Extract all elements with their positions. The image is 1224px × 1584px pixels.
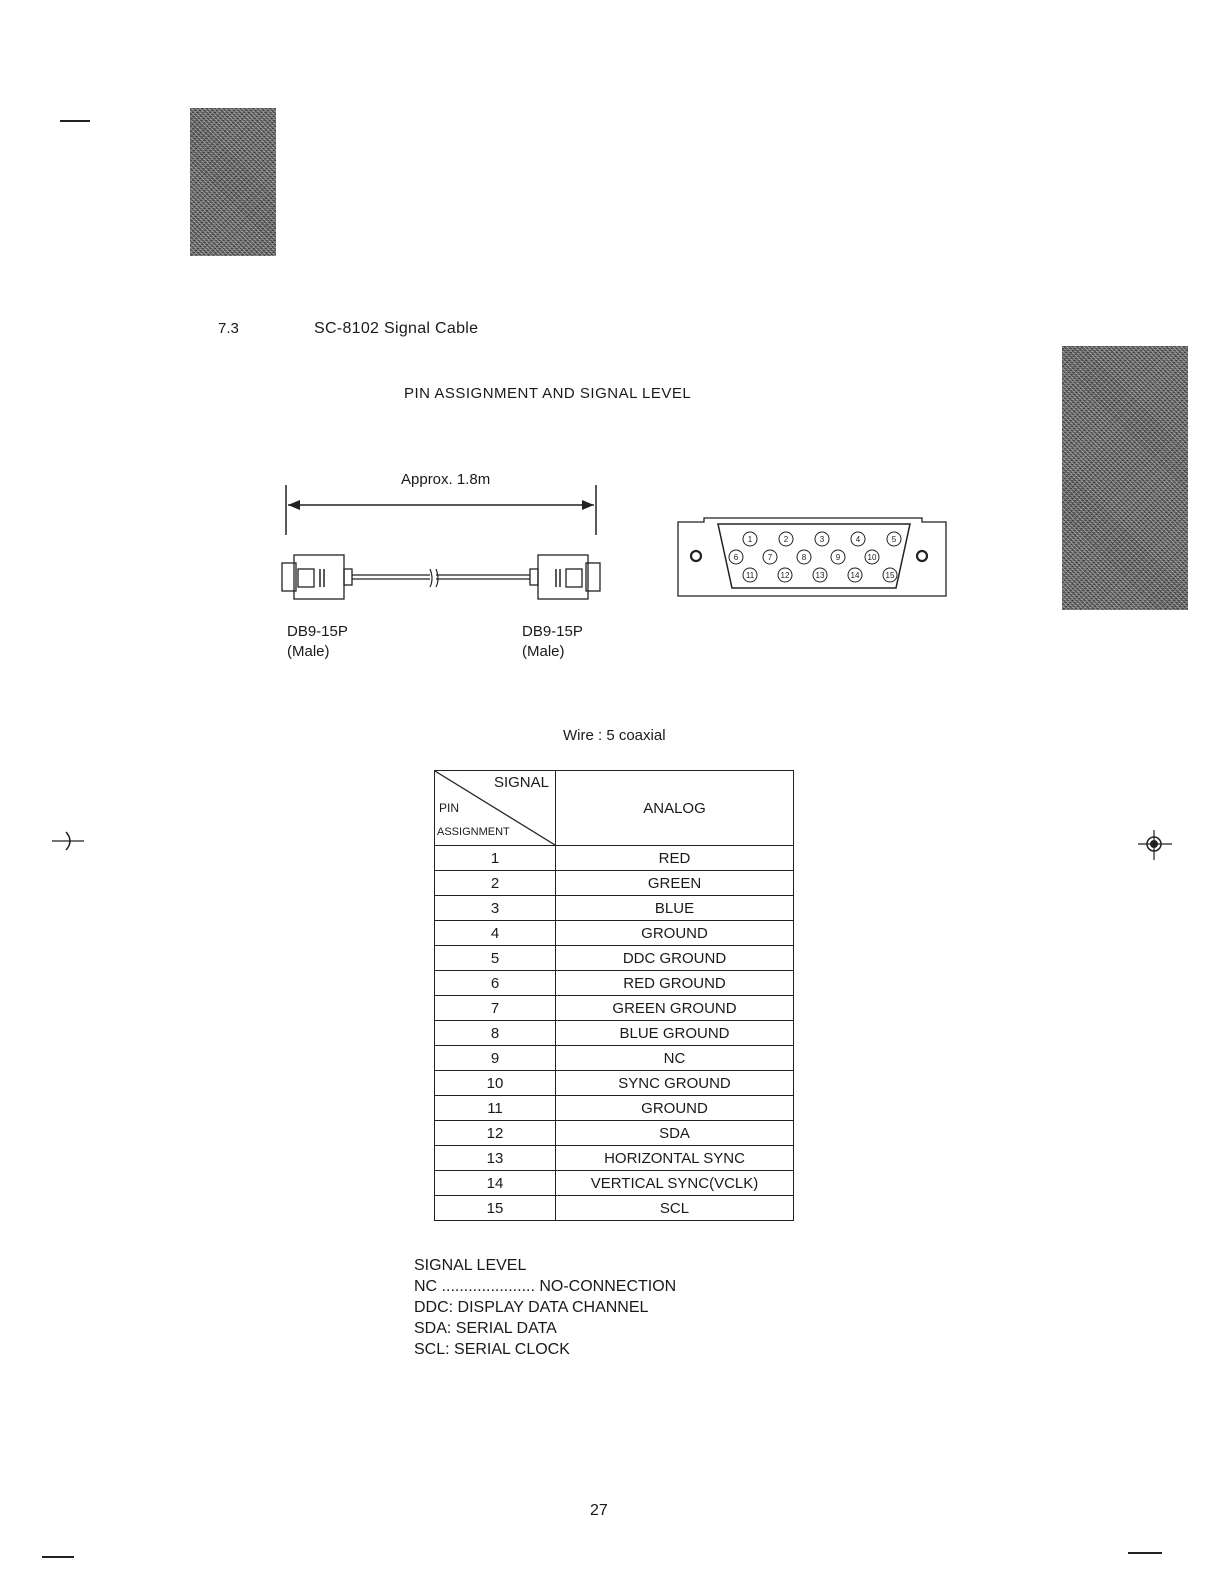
legend-line: DDC: DISPLAY DATA CHANNEL <box>414 1299 649 1316</box>
pin-number-cell: 1 <box>435 846 556 871</box>
right-connector-type: DB9-15P <box>522 623 583 640</box>
connector-pin-label: 10 <box>867 553 877 562</box>
header-analog: ANALOG <box>556 771 794 846</box>
table-row <box>435 1121 794 1146</box>
margin-mark <box>60 120 90 122</box>
pin-number-cell: 7 <box>435 996 556 1021</box>
header-assignment: ASSIGNMENT <box>437 826 510 838</box>
table-row <box>435 1071 794 1096</box>
table-row <box>435 1046 794 1071</box>
connector-pin-label: 14 <box>850 571 860 580</box>
signal-cell: GROUND <box>556 1096 794 1121</box>
connector-pin-label: 2 <box>783 535 789 544</box>
connector-pin-label: 15 <box>885 571 895 580</box>
wire-label: Wire : 5 coaxial <box>563 727 666 744</box>
signal-cell: DDC GROUND <box>556 946 794 971</box>
table-row <box>435 971 794 996</box>
signal-cell: SYNC GROUND <box>556 1071 794 1096</box>
signal-cell: NC <box>556 1046 794 1071</box>
signal-cell: SDA <box>556 1121 794 1146</box>
connector-face-diagram <box>674 514 950 600</box>
page-tab-marker <box>190 108 276 256</box>
connector-pin-label: 9 <box>835 553 841 562</box>
pin-number-cell: 8 <box>435 1021 556 1046</box>
connector-pin-label: 1 <box>747 535 753 544</box>
table-row <box>435 871 794 896</box>
header-pin: PIN <box>439 801 460 815</box>
registration-mark-right <box>1138 828 1172 862</box>
table-row <box>435 1146 794 1171</box>
pin-assignment-table <box>434 770 794 1221</box>
signal-cell: HORIZONTAL SYNC <box>556 1146 794 1171</box>
pin-number-cell: 2 <box>435 871 556 896</box>
right-connector-gender: (Male) <box>522 643 565 660</box>
signal-cell: VERTICAL SYNC(VCLK) <box>556 1171 794 1196</box>
edge-tab-marker <box>1062 346 1188 610</box>
pin-number-cell: 10 <box>435 1071 556 1096</box>
pin-number-cell: 12 <box>435 1121 556 1146</box>
table-row <box>435 996 794 1021</box>
connector-pin-label: 5 <box>891 535 897 544</box>
pin-number-cell: 5 <box>435 946 556 971</box>
left-connector-type: DB9-15P <box>287 623 348 640</box>
signal-cell: GROUND <box>556 921 794 946</box>
pin-number-cell: 6 <box>435 971 556 996</box>
connector-pin-label: 11 <box>745 571 755 580</box>
right-connector-drawing <box>530 555 600 599</box>
signal-cell: BLUE GROUND <box>556 1021 794 1046</box>
page-number: 27 <box>590 1502 608 1519</box>
cable-diagram <box>280 485 610 615</box>
pin-number-cell: 13 <box>435 1146 556 1171</box>
margin-mark <box>42 1556 74 1558</box>
signal-cell: GREEN GROUND <box>556 996 794 1021</box>
legend-line: SDA: SERIAL DATA <box>414 1320 557 1337</box>
pin-number-cell: 3 <box>435 896 556 921</box>
left-connector-gender: (Male) <box>287 643 330 660</box>
table-row <box>435 896 794 921</box>
signal-cell: SCL <box>556 1196 794 1221</box>
legend-line: SCL: SERIAL CLOCK <box>414 1341 570 1358</box>
table-row <box>435 946 794 971</box>
pin-number-cell: 11 <box>435 1096 556 1121</box>
connector-pin-label: 12 <box>780 571 790 580</box>
signal-cell: RED GROUND <box>556 971 794 996</box>
left-connector-label <box>287 622 348 662</box>
pin-number-cell: 14 <box>435 1171 556 1196</box>
section-number: 7.3 <box>218 320 239 337</box>
signal-cell: GREEN <box>556 871 794 896</box>
cable-length-label: Approx. 1.8m <box>401 471 491 488</box>
pin-assignment-heading: PIN ASSIGNMENT AND SIGNAL LEVEL <box>404 385 692 402</box>
header-corner-cell <box>435 771 556 846</box>
right-connector-label <box>522 622 583 662</box>
table-header-row <box>435 771 794 846</box>
pin-number-cell: 15 <box>435 1196 556 1221</box>
header-signal: SIGNAL <box>493 774 549 791</box>
registration-mark-left <box>50 826 86 856</box>
signal-cell: RED <box>556 846 794 871</box>
table-row <box>435 1096 794 1121</box>
pin-number-cell: 9 <box>435 1046 556 1071</box>
pin-number-cell: 4 <box>435 921 556 946</box>
connector-pin-label: 13 <box>815 571 825 580</box>
table-row <box>435 1196 794 1221</box>
connector-pin-label: 3 <box>819 535 825 544</box>
connector-pin-label: 6 <box>733 553 739 562</box>
left-connector-drawing <box>282 555 352 599</box>
table-row <box>435 921 794 946</box>
table-row <box>435 1171 794 1196</box>
margin-mark <box>1128 1552 1162 1554</box>
section-title: SC-8102 Signal Cable <box>314 320 479 337</box>
legend-line: NC ..................... NO-CONNECTION <box>414 1278 677 1295</box>
table-row <box>435 846 794 871</box>
connector-pin-label: 7 <box>767 553 773 562</box>
connector-pin-label: 4 <box>855 535 861 544</box>
table-row <box>435 1021 794 1046</box>
legend-title: SIGNAL LEVEL <box>414 1257 527 1274</box>
connector-pin-label: 8 <box>801 553 807 562</box>
signal-cell: BLUE <box>556 896 794 921</box>
signal-level-legend <box>414 1255 676 1360</box>
